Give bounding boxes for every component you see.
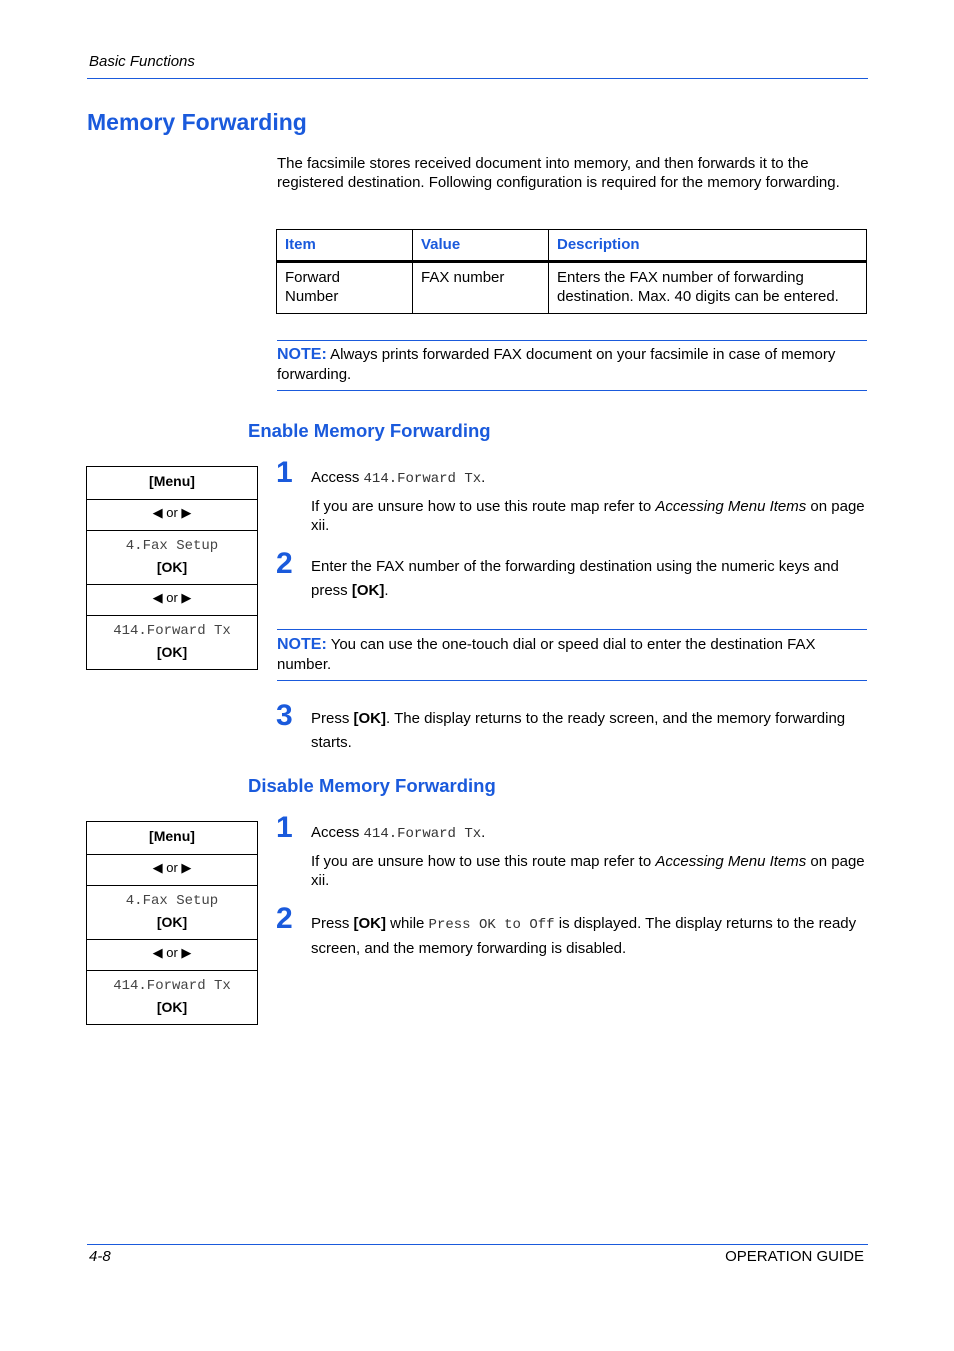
route-menu-key: [Menu] [149,473,195,489]
step-number: 1 [276,456,293,489]
left-arrow-icon: ◀ [152,945,163,960]
step-number: 2 [276,902,293,935]
step-number: 3 [276,699,293,732]
step-subtext: If you are unsure how to use this route map refer to Accessing Menu Items on page xii. [311,498,865,534]
route-fax-setup: 4.Fax Setup [OK] [87,885,257,939]
step-text: Access 414.Forward Tx. [311,824,486,842]
note-rule-bottom [277,680,867,681]
header-rule [87,78,868,79]
cell-value: FAX number [413,262,549,314]
disable-heading: Disable Memory Forwarding [248,775,496,796]
col-header-item: Item [277,230,413,262]
note-rule-top [277,629,867,630]
step-text: Press [OK] while Press OK to Off is displayed. The display returns to the ready screen, and the memory forwarding is disabled. [311,915,857,957]
footer-rule [87,1244,868,1245]
note-box [277,635,867,675]
route-menu-key: [Menu] [149,828,195,844]
step-text: Access 414.Forward Tx. [311,469,486,487]
table-row [277,262,867,314]
note-label: NOTE: [277,346,327,363]
route-arrow-row: ◀ or ▶ [87,499,257,530]
note-label: NOTE: [277,636,327,653]
step-text: Enter the FAX number of the forwarding destination using the numeric keys and press [OK]. [311,558,839,599]
cell-description: Enters the FAX number of forwarding destination. Max. 40 digits can be entered. [549,262,867,314]
config-table [276,229,867,314]
route-forward-tx: 414.Forward Tx [OK] [87,615,257,669]
left-arrow-icon: ◀ [152,590,163,605]
route-arrow-row: ◀ or ▶ [87,939,257,970]
route-arrow-row: ◀ or ▶ [87,584,257,615]
route-arrow-row: ◀ or ▶ [87,854,257,885]
step-number: 2 [276,547,293,580]
note-box [277,345,867,385]
col-header-value: Value [413,230,549,262]
right-arrow-icon: ▶ [181,590,192,605]
intro-paragraph: The facsimile stores received document into memory, and then forwards it to the registered destination. Following configuration is required for the memory forwarding. [277,155,840,191]
step-number: 1 [276,811,293,844]
page-title: Memory Forwarding [87,109,307,135]
right-arrow-icon: ▶ [181,945,192,960]
note-text: Always prints forwarded FAX document on your facsimile in case of memory forwarding. [277,346,836,383]
table-header-row [277,230,867,262]
step-text: Press [OK]. The display returns to the ready screen, and the memory forwarding starts. [311,710,846,751]
running-header: Basic Functions [89,53,195,70]
note-rule-top [277,340,867,341]
note-text: You can use the one-touch dial or speed dial to enter the destination FAX number. [277,636,816,673]
right-arrow-icon: ▶ [181,505,192,520]
disable-route-map [86,821,258,1025]
right-arrow-icon: ▶ [181,860,192,875]
route-forward-tx: 414.Forward Tx [OK] [87,970,257,1024]
page-number: 4-8 [89,1248,111,1265]
cell-item: Forward Number [277,262,413,314]
note-rule-bottom [277,390,867,391]
col-header-description: Description [549,230,867,262]
left-arrow-icon: ◀ [152,505,163,520]
route-fax-setup: 4.Fax Setup [OK] [87,530,257,584]
step-subtext: If you are unsure how to use this route map refer to Accessing Menu Items on page xii. [311,853,865,889]
enable-route-map [86,466,258,670]
left-arrow-icon: ◀ [152,860,163,875]
guide-name: OPERATION GUIDE [725,1248,864,1265]
enable-heading: Enable Memory Forwarding [248,420,491,441]
